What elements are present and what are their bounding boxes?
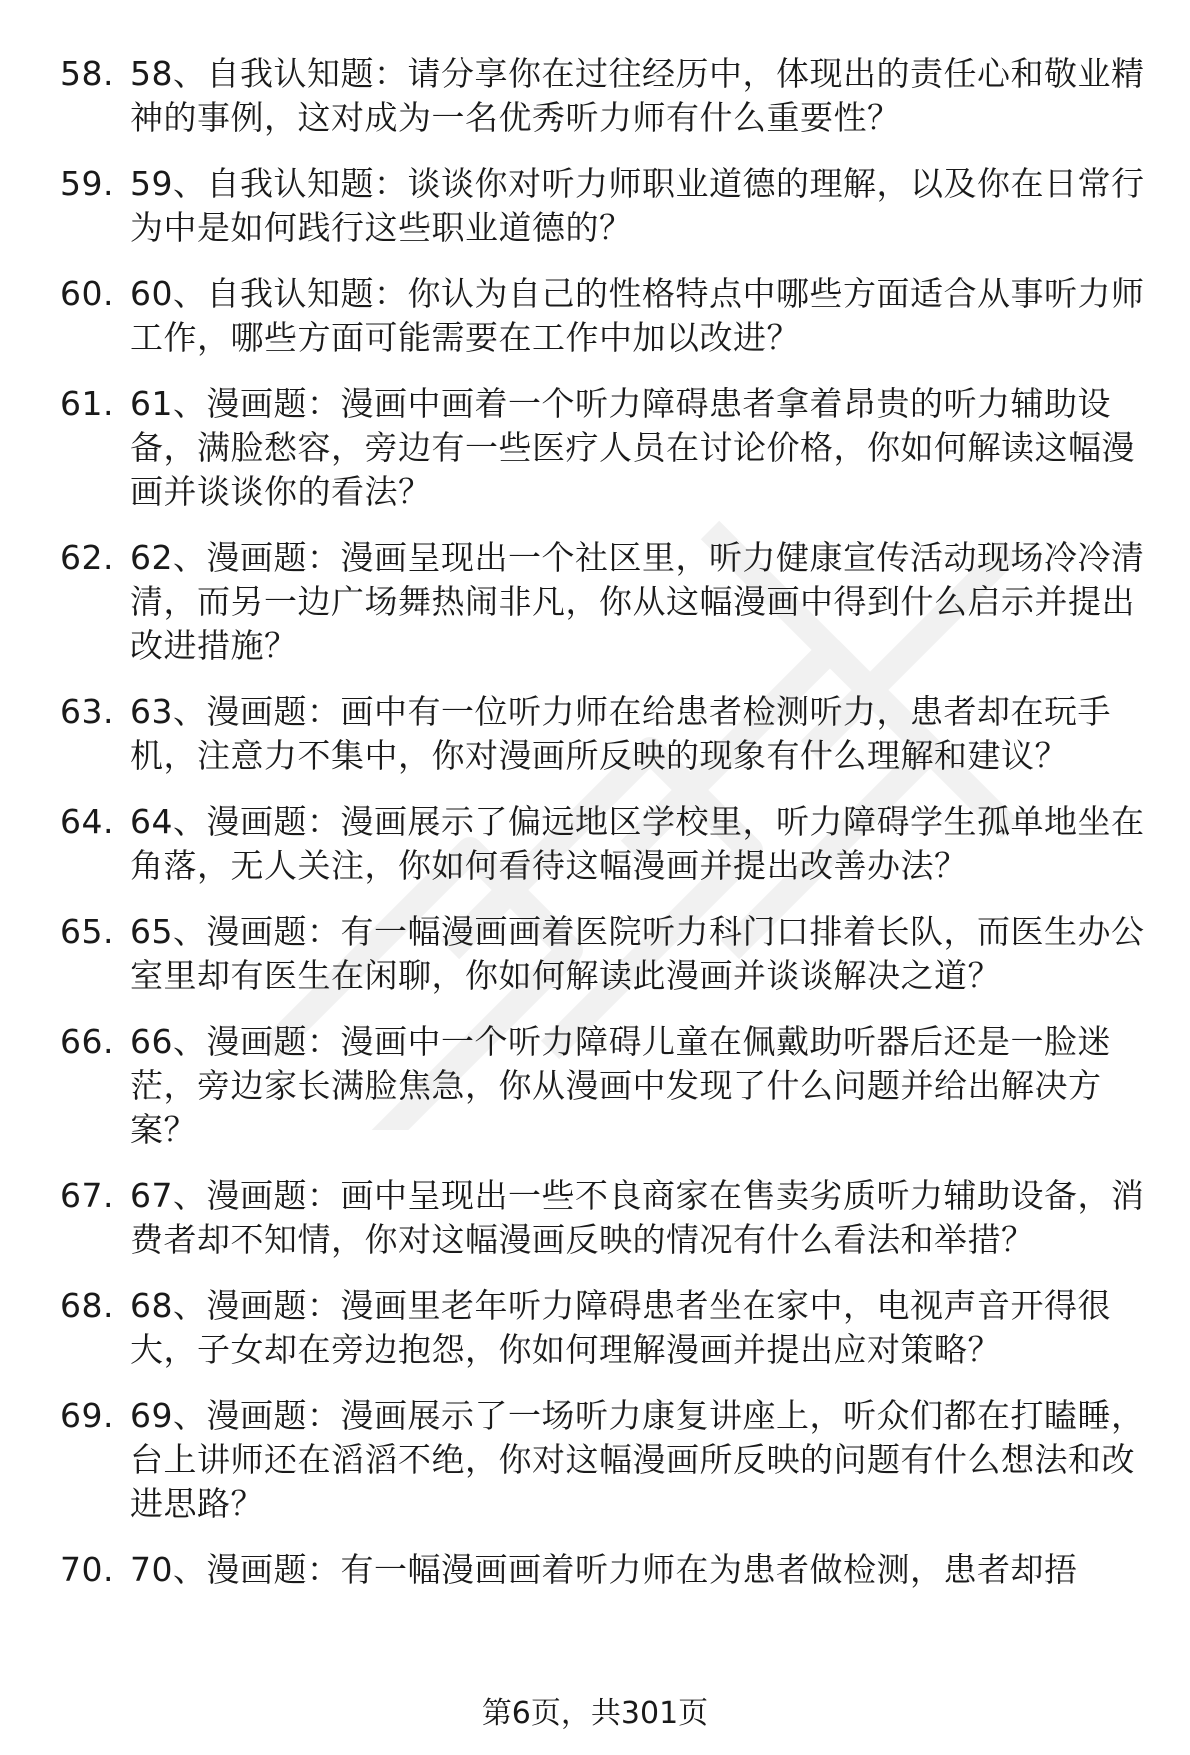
question-list <box>60 52 1150 1614</box>
list-item <box>60 1174 1150 1262</box>
item-text: 68、漫画题：漫画里老年听力障碍患者坐在家中，电视声音开得很大，子女却在旁边抱怨，你如何理解漫画并提出应对策略？ <box>130 1286 1111 1369</box>
item-text: 62、漫画题：漫画呈现出一个社区里，听力健康宣传活动现场冷冷清清，而另一边广场舞热闹非凡，你从这幅漫画中得到什么启示并提出改进措施？ <box>130 538 1145 665</box>
item-number: 68. <box>60 1286 114 1325</box>
item-text: 70、漫画题：有一幅漫画画着听力师在为患者做检测，患者却捂 <box>130 1550 1078 1589</box>
item-number: 61. <box>60 384 114 423</box>
list-item <box>60 800 1150 888</box>
item-text: 61、漫画题：漫画中画着一个听力障碍患者拿着昂贵的听力辅助设备，满脸愁容，旁边有一些医疗人员在讨论价格，你如何解读这幅漫画并谈谈你的看法？ <box>130 384 1135 511</box>
item-text: 63、漫画题：画中有一位听力师在给患者检测听力，患者却在玩手机，注意力不集中，你对漫画所反映的现象有什么理解和建议？ <box>130 692 1111 775</box>
item-number: 58. <box>60 54 114 93</box>
item-number: 65. <box>60 912 114 951</box>
item-text: 67、漫画题：画中呈现出一些不良商家在售卖劣质听力辅助设备，消费者却不知情，你对这幅漫画反映的情况有什么看法和举措？ <box>130 1176 1145 1259</box>
list-item <box>60 1548 1150 1592</box>
item-number: 64. <box>60 802 114 841</box>
item-text: 60、自我认知题：你认为自己的性格特点中哪些方面适合从事听力师工作，哪些方面可能需要在工作中加以改进？ <box>130 274 1145 357</box>
list-item <box>60 272 1150 360</box>
item-number: 66. <box>60 1022 114 1061</box>
item-number: 63. <box>60 692 114 731</box>
list-item <box>60 1020 1150 1152</box>
list-item <box>60 1394 1150 1526</box>
item-number: 67. <box>60 1176 114 1215</box>
item-number: 59. <box>60 164 114 203</box>
item-number: 60. <box>60 274 114 313</box>
item-number: 69. <box>60 1396 114 1435</box>
item-text: 69、漫画题：漫画展示了一场听力康复讲座上，听众们都在打瞌睡，台上讲师还在滔滔不绝，你对这幅漫画所反映的问题有什么想法和改进思路？ <box>130 1396 1145 1523</box>
list-item <box>60 536 1150 668</box>
item-text: 65、漫画题：有一幅漫画画着医院听力科门口排着长队，而医生办公室里却有医生在闲聊，你如何解读此漫画并谈谈解决之道？ <box>130 912 1145 995</box>
list-item <box>60 162 1150 250</box>
list-item <box>60 52 1150 140</box>
item-text: 59、自我认知题：谈谈你对听力师职业道德的理解，以及你在日常行为中是如何践行这些职业道德的？ <box>130 164 1145 247</box>
page-footer: 第6页，共301页 <box>481 1696 709 1731</box>
list-item <box>60 690 1150 778</box>
list-item <box>60 382 1150 514</box>
list-item <box>60 1284 1150 1372</box>
item-text: 66、漫画题：漫画中一个听力障碍儿童在佩戴助听器后还是一脸迷茫，旁边家长满脸焦急，你从漫画中发现了什么问题并给出解决方案？ <box>130 1022 1111 1149</box>
list-item <box>60 910 1150 998</box>
item-text: 64、漫画题：漫画展示了偏远地区学校里，听力障碍学生孤单地坐在角落，无人关注，你如何看待这幅漫画并提出改善办法？ <box>130 802 1145 885</box>
item-text: 58、自我认知题：请分享你在过往经历中，体现出的责任心和敬业精神的事例，这对成为一名优秀听力师有什么重要性？ <box>130 54 1145 137</box>
item-number: 70. <box>60 1550 114 1589</box>
item-number: 62. <box>60 538 114 577</box>
